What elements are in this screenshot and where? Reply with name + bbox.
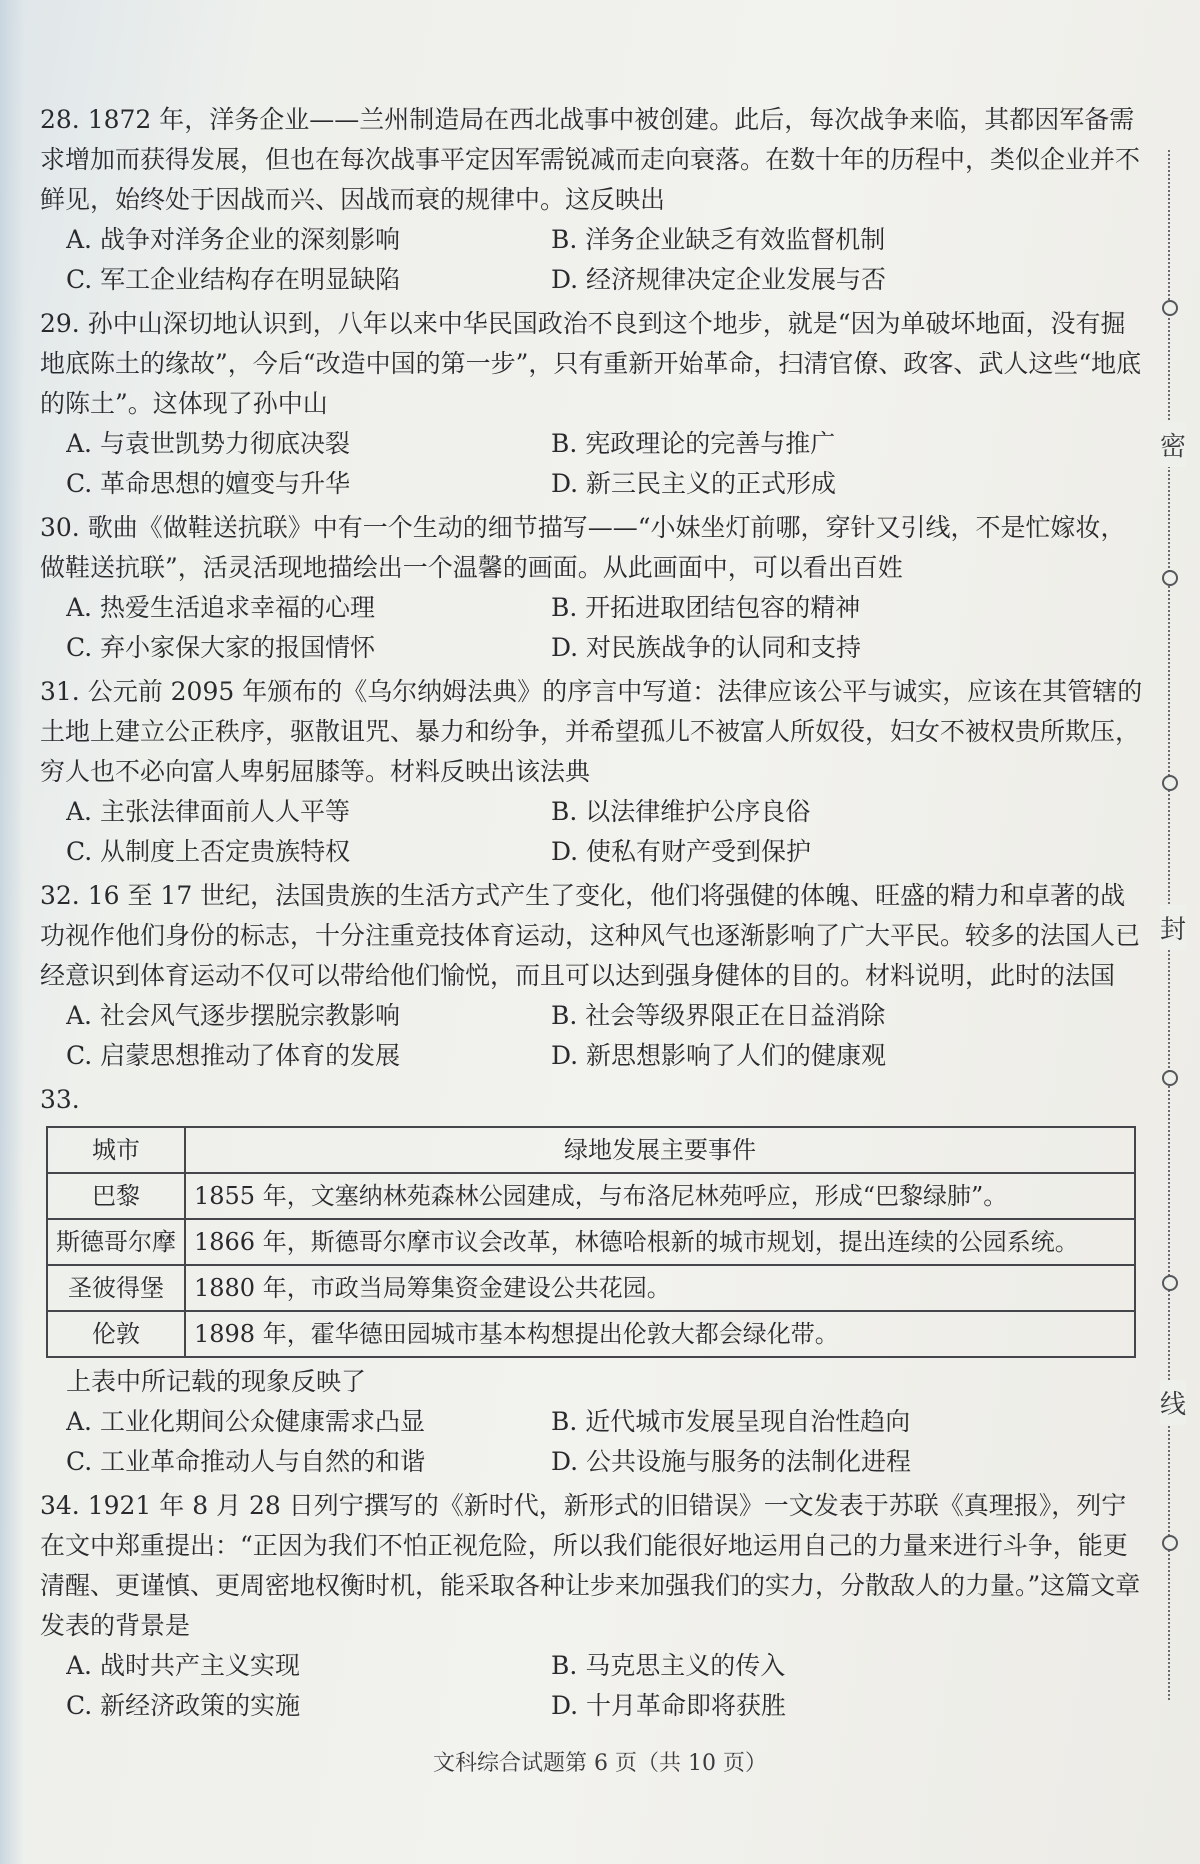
binding-hole bbox=[1162, 570, 1178, 586]
options bbox=[40, 424, 1150, 504]
table-header-row bbox=[47, 1127, 1135, 1173]
question-28 bbox=[40, 100, 1150, 300]
header-city: 城市 bbox=[47, 1127, 185, 1173]
question-31 bbox=[40, 672, 1150, 872]
option-c: C. 弃小家保大家的报国情怀 bbox=[66, 633, 376, 662]
question-34 bbox=[40, 1486, 1150, 1726]
table-row bbox=[47, 1219, 1135, 1265]
options bbox=[40, 792, 1150, 872]
seal-mark-feng: 封 bbox=[1160, 905, 1186, 950]
table-row bbox=[47, 1173, 1135, 1219]
option-b: B. 近代城市发展呈现自治性趋向 bbox=[551, 1407, 911, 1436]
question-stem: 31. 公元前 2095 年颁布的《乌尔纳姆法典》的序言中写道：法律应该公平与诚实，应该在其管辖的土地上建立公正秩序，驱散诅咒、暴力和纷争，并希望孤儿不被富人所奴役，妇女不被权贵所欺压，穷人也不必向富人卑躬屈膝等。材料反映出该法典 bbox=[40, 677, 1143, 786]
page-shadow bbox=[0, 0, 24, 1864]
question-stem: 上表中所记载的现象反映了 bbox=[66, 1367, 367, 1396]
binding-hole bbox=[1162, 775, 1178, 791]
seal-mark-xian: 线 bbox=[1160, 1380, 1186, 1425]
table-cell-event: 1880 年，市政当局筹集资金建设公共花园。 bbox=[185, 1265, 1135, 1311]
option-c: C. 革命思想的嬗变与升华 bbox=[66, 469, 351, 498]
question-30 bbox=[40, 508, 1150, 668]
option-c: C. 军工企业结构存在明显缺陷 bbox=[66, 265, 401, 294]
option-a: A. 热爱生活追求幸福的心理 bbox=[66, 593, 375, 622]
option-a: A. 工业化期间公众健康需求凸显 bbox=[66, 1407, 425, 1436]
question-stem: 28. 1872 年，洋务企业——兰州制造局在西北战事中被创建。此后，每次战争来临，其都因军备需求增加而获得发展，但也在每次战事平定因军需锐减而走向衰落。在数十年的历程中，类似企业并不鲜见，始终处于因战而兴、因战而衰的规律中。这反映出 bbox=[40, 105, 1141, 214]
question-number: 33. bbox=[40, 1085, 80, 1114]
question-33 bbox=[40, 1080, 1150, 1482]
option-d: D. 使私有财产受到保护 bbox=[551, 837, 812, 866]
option-a: A. 主张法律面前人人平等 bbox=[66, 797, 350, 826]
page-footer: 文科综合试题第 6 页（共 10 页） bbox=[433, 1751, 767, 1776]
binding-hole bbox=[1162, 1070, 1178, 1086]
table-row bbox=[47, 1311, 1135, 1357]
option-a: A. 战时共产主义实现 bbox=[66, 1651, 300, 1680]
options bbox=[40, 1402, 1150, 1482]
binding-hole bbox=[1162, 300, 1178, 316]
option-b: B. 宪政理论的完善与推广 bbox=[551, 429, 836, 458]
option-d: D. 新三民主义的正式形成 bbox=[551, 469, 837, 498]
question-stem: 30. 歌曲《做鞋送抗联》中有一个生动的细节描写——“小妹坐灯前哪，穿针又引线，不是忙嫁妆，做鞋送抗联”，活灵活现地描绘出一个温馨的画面。从此画面中，可以看出百姓 bbox=[40, 513, 1126, 582]
option-d: D. 对民族战争的认同和支持 bbox=[551, 633, 862, 662]
question-32 bbox=[40, 876, 1150, 1076]
header-event: 绿地发展主要事件 bbox=[185, 1127, 1135, 1173]
table-cell-city: 伦敦 bbox=[47, 1311, 185, 1357]
green-space-table bbox=[46, 1126, 1136, 1358]
option-d: D. 公共设施与服务的法制化进程 bbox=[551, 1447, 912, 1476]
table-cell-event: 1855 年，文塞纳林苑森林公园建成，与布洛尼林苑呼应，形成“巴黎绿肺”。 bbox=[185, 1173, 1135, 1219]
binding-hole bbox=[1162, 1275, 1178, 1291]
table-cell-city: 圣彼得堡 bbox=[47, 1265, 185, 1311]
question-stem: 29. 孙中山深切地认识到，八年以来中华民国政治不良到这个地步，就是“因为单破坏地面，没有掘地底陈土的缘故”，今后“改造中国的第一步”，只有重新开始革命，扫清官僚、政客、武人这些“地底的陈土”。这体现了孙中山 bbox=[40, 309, 1142, 418]
binding-hole bbox=[1162, 1535, 1178, 1551]
table-cell-event: 1898 年，霍华德田园城市基本构想提出伦敦大都会绿化带。 bbox=[185, 1311, 1135, 1357]
option-d: D. 十月革命即将获胜 bbox=[551, 1691, 787, 1720]
option-b: B. 社会等级界限正在日益消除 bbox=[551, 1001, 886, 1030]
option-d: D. 新思想影响了人们的健康观 bbox=[551, 1041, 887, 1070]
option-c: C. 启蒙思想推动了体育的发展 bbox=[66, 1041, 401, 1070]
question-stem: 34. 1921 年 8 月 28 日列宁撰写的《新时代，新形式的旧错误》一文发表于苏联《真理报》，列宁在文中郑重提出：“正因为我们不怕正视危险，所以我们能很好地运用自己的力量来进行斗争，能更清醒、更谨慎、更周密地权衡时机，能采取各种让步来加强我们的实力，分散敌人的力量。”这篇文章发表的背景是 bbox=[40, 1491, 1141, 1640]
option-b: B. 马克思主义的传入 bbox=[551, 1651, 786, 1680]
option-c: C. 工业革命推动人与自然的和谐 bbox=[66, 1447, 426, 1476]
table-cell-city: 巴黎 bbox=[47, 1173, 185, 1219]
option-a: A. 与袁世凯势力彻底决裂 bbox=[66, 429, 350, 458]
options bbox=[40, 996, 1150, 1076]
option-b: B. 以法律维护公序良俗 bbox=[551, 797, 811, 826]
options bbox=[40, 588, 1150, 668]
table-cell-city: 斯德哥尔摩 bbox=[47, 1219, 185, 1265]
option-c: C. 新经济政策的实施 bbox=[66, 1691, 301, 1720]
option-b: B. 洋务企业缺乏有效监督机制 bbox=[551, 225, 886, 254]
option-b: B. 开拓进取团结包容的精神 bbox=[551, 593, 861, 622]
question-stem: 32. 16 至 17 世纪，法国贵族的生活方式产生了变化，他们将强健的体魄、旺盛的精力和卓著的战功视作他们身份的标志，十分注重竞技体育运动，这种风气也逐渐影响了广大平民。较多的法国人已经意识到体育运动不仅可以带给他们愉悦，而且可以达到强身健体的目的。材料说明，此时的法国 bbox=[40, 881, 1141, 990]
option-d: D. 经济规律决定企业发展与否 bbox=[551, 265, 887, 294]
questions-area bbox=[40, 100, 1150, 1730]
options bbox=[40, 1646, 1150, 1726]
question-29 bbox=[40, 304, 1150, 504]
options bbox=[40, 220, 1150, 300]
option-a: A. 战争对洋务企业的深刻影响 bbox=[66, 225, 400, 254]
option-c: C. 从制度上否定贵族特权 bbox=[66, 837, 351, 866]
option-a: A. 社会风气逐步摆脱宗教影响 bbox=[66, 1001, 400, 1030]
table-row bbox=[47, 1265, 1135, 1311]
seal-mark-mi: 密 bbox=[1160, 422, 1186, 467]
table-cell-event: 1866 年，斯德哥尔摩市议会改革，林德哈根新的城市规划，提出连续的公园系统。 bbox=[185, 1219, 1135, 1265]
